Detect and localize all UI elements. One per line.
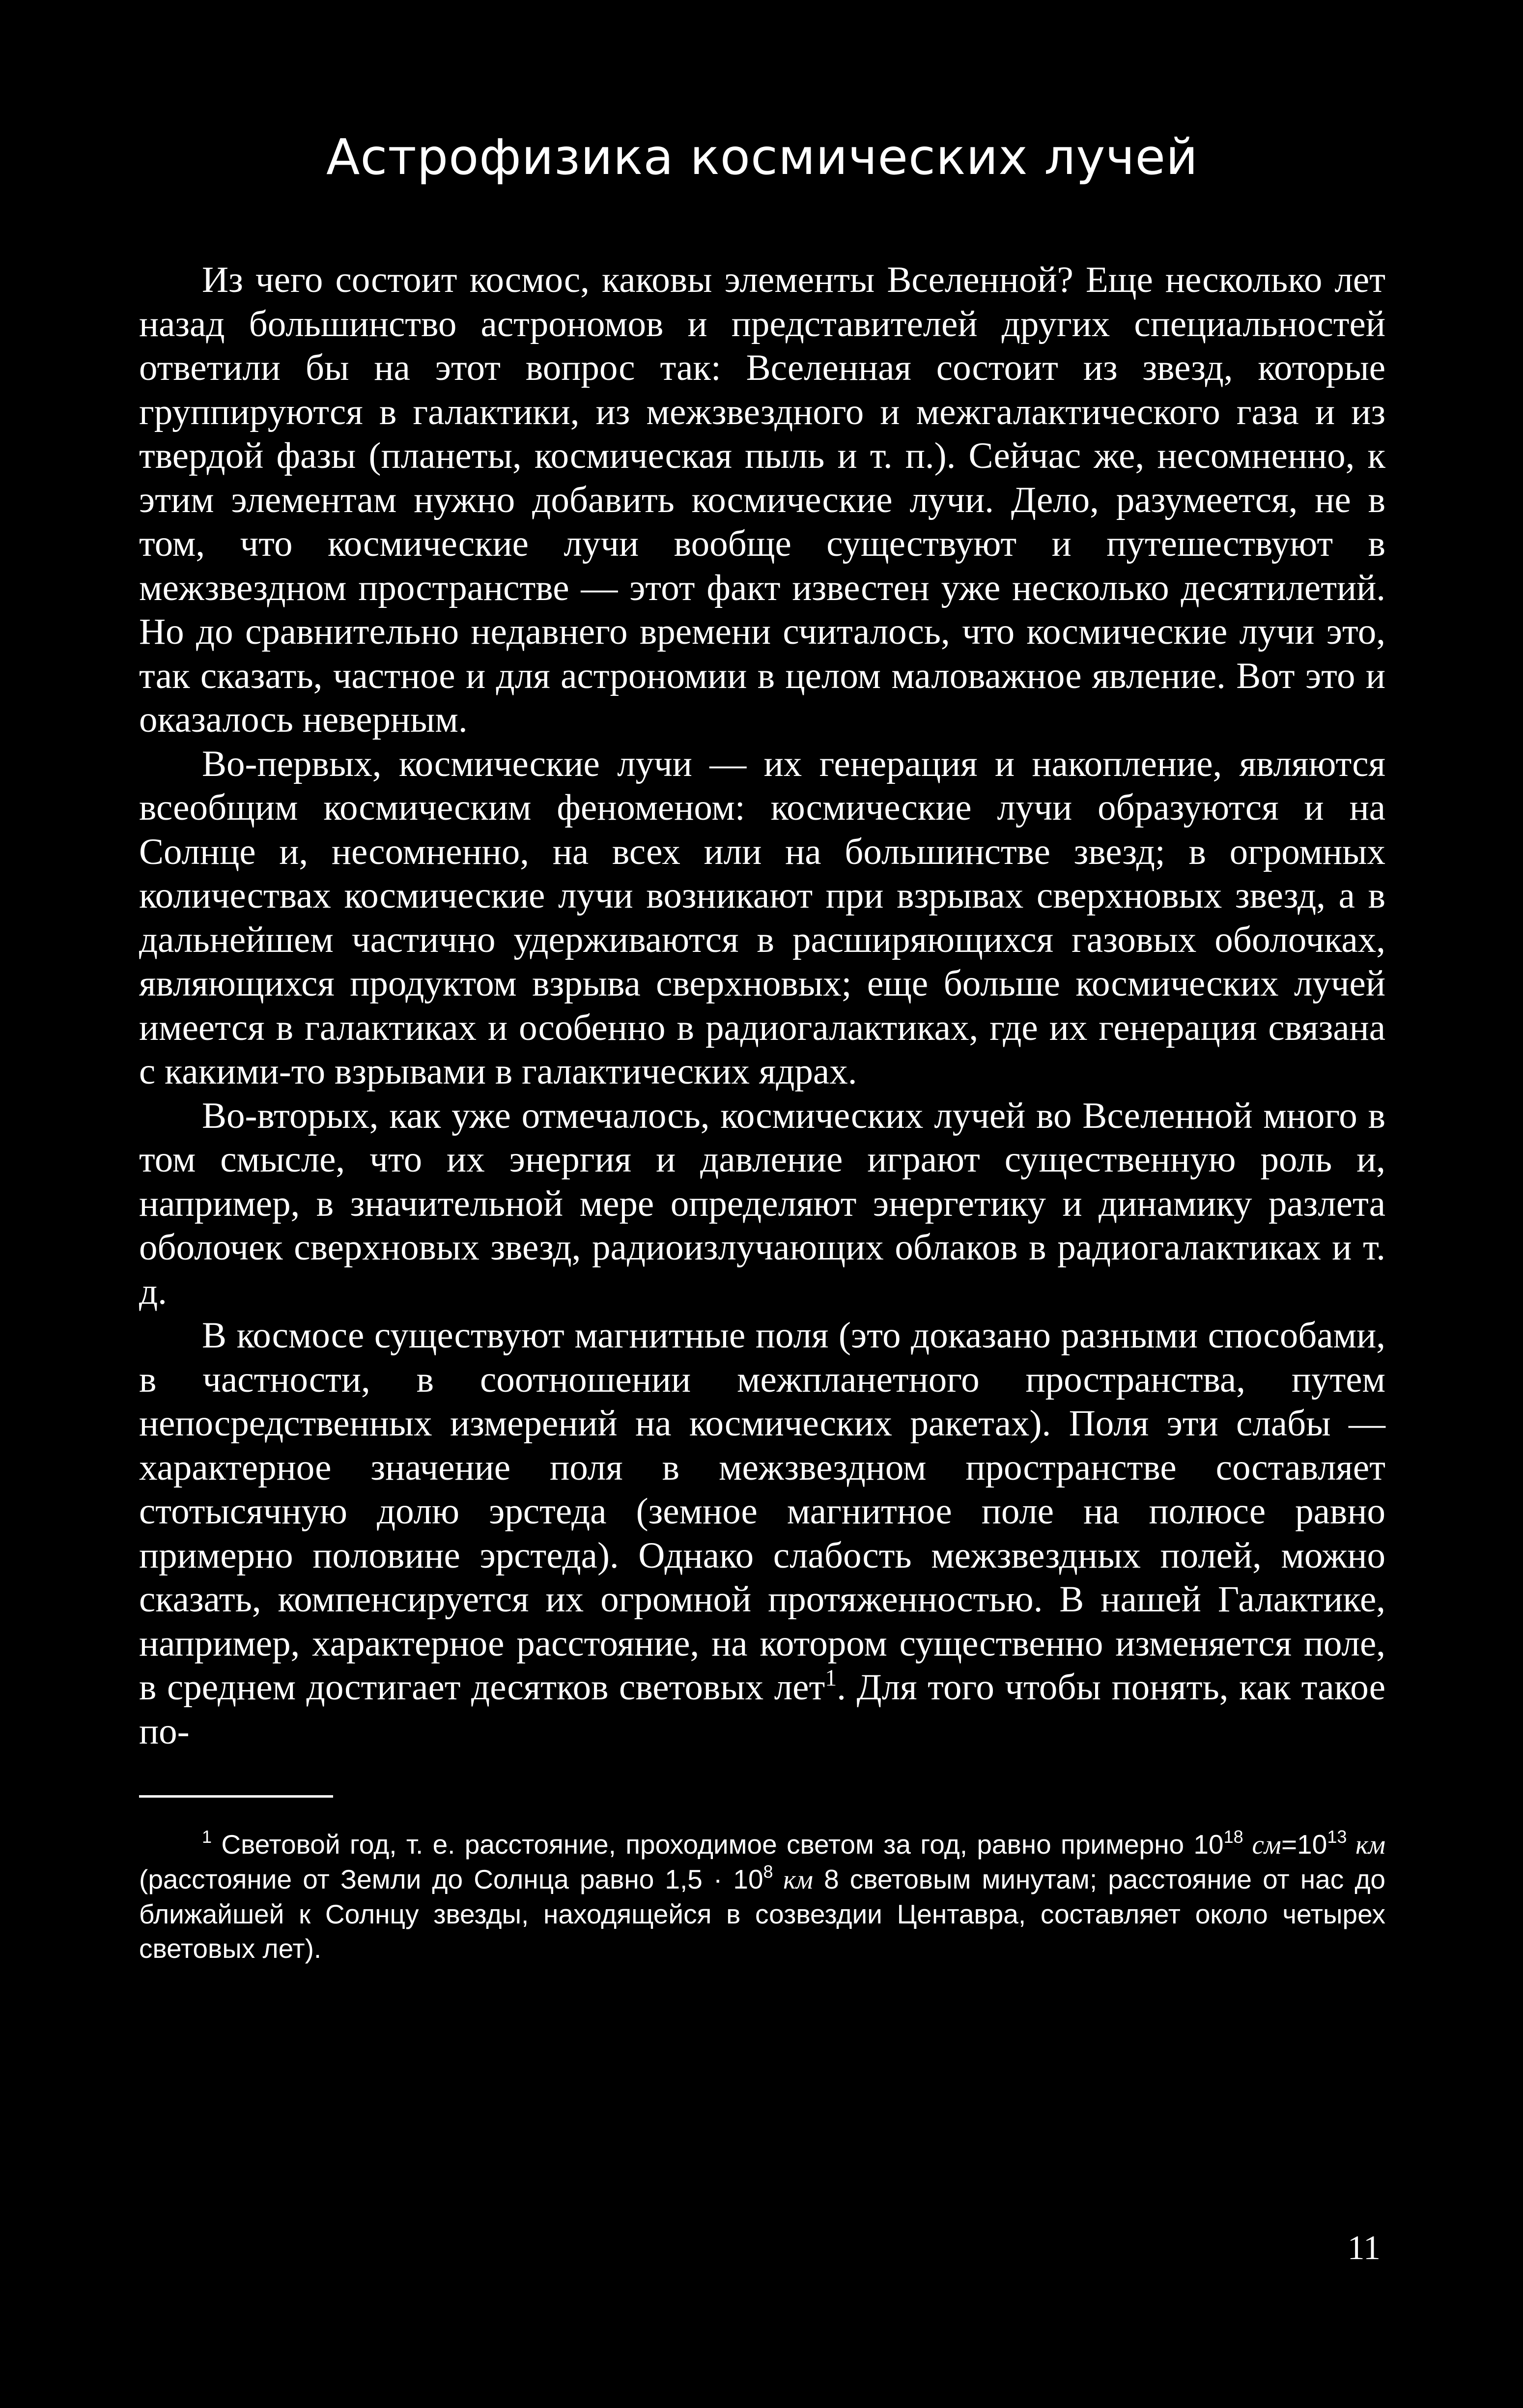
footnote-unit-cm: см	[1243, 1830, 1282, 1860]
footnote-text-2: (расстояние от Земли до Солнца равно 1,5 · 10	[139, 1864, 763, 1894]
footnote-marker: 1	[202, 1827, 212, 1847]
paragraph-1: Из чего состоит космос, каковы элементы Вселенной? Еще несколько лет назад большинство астрономов и представителей других специальностей ответили бы на этот вопрос так: Вселенная состоит из звезд, которые группируются в галактики, из межзвездного и межгалактического газа и из твердой фазы (планеты, космическая пыль и т. п.). Сейчас же, несомненно, к этим элементам нужно добавить космические лучи. Дело, разумеется, не в том, что космические лучи вообще существуют и путешествуют в межзвездном пространстве — этот факт известен уже несколько десятилетий. Но до сравнительно недавнего времени считалось, что космические лучи это, так сказать, частное и для астрономии в целом маловажное явление. Вот это и оказалось неверным.	[139, 259, 1385, 740]
footnote-text-3: 8 световым минутам; расстояние от нас до ближайшей к Солнцу звезды, находящейся в созвездии Центавра, составляет около четырех световых лет).	[139, 1864, 1386, 1964]
footnote-unit-km-2: км	[773, 1864, 813, 1894]
footnote-exponent-3: 8	[763, 1862, 773, 1882]
paragraph-4	[139, 1314, 1385, 1753]
footnote-text-1: Световой год, т. е. расстояние, проходимое светом за год, равно примерно 10	[212, 1829, 1224, 1860]
footnote-divider	[139, 1795, 333, 1798]
page-title: Астрофизика космических лучей	[326, 128, 1199, 186]
paragraph-2: Во-первых, космические лучи — их генерация и накопление, являются всеобщим космическим феноменом: космические лучи образуются и на Солнце и, несомненно, на всех или на большинстве звезд; в огромных количествах космические лучи возникают при взрывах сверхновых звезд, а в дальнейшем частично удерживаются в расширяющихся газовых оболочках, являющихся продуктом взрыва сверхновых; еще больше космических лучей имеется в галактиках и особенно в радиогалактиках, где их генерация связана с какими-то взрывами в галактических ядрах.	[139, 743, 1385, 1092]
paragraph-3: Во-вторых, как уже отмечалось, космических лучей во Вселенной много в том смысле, что их энергия и давление играют существенную роль и, например, в значительной мере определяют энергетику и динамику разлета оболочек сверхновых звезд, радиоизлучающих облаков в радиогалактиках и т. д.	[139, 1095, 1385, 1312]
footnote-reference: 1	[825, 1665, 837, 1691]
book-page	[139, 125, 1385, 2366]
footnote-exponent-2: 13	[1327, 1827, 1347, 1847]
footnote	[139, 1827, 1385, 1966]
footnote-exponent-1: 18	[1223, 1827, 1243, 1847]
body-text	[139, 258, 1385, 1753]
footnote-equals: =10	[1281, 1829, 1327, 1860]
paragraph-4-text: В космосе существуют магнитные поля (это доказано разными способами, в частности, в соотношении межпланетного пространства, путем непосредственных измерений на космических ракетах). Поля эти слабы — характерное значение поля в межзвездном пространстве составляет стотысячную долю эрстеда (земное магнитное поле на полюсе равно примерно половине эрстеда). Однако слабость межзвездных полей, можно сказать, компенсируется их огромной протяженностью. В нашей Галактике, например, характерное расстояние, на котором существенно изменяется поле, в среднем достигает десятков световых лет	[139, 1315, 1385, 1708]
page-number: 11	[1347, 2229, 1381, 2267]
paragraph-4-continuation: . Для того чтобы понять, как такое по-	[139, 1667, 1385, 1752]
footnote-unit-km: км	[1347, 1830, 1386, 1860]
